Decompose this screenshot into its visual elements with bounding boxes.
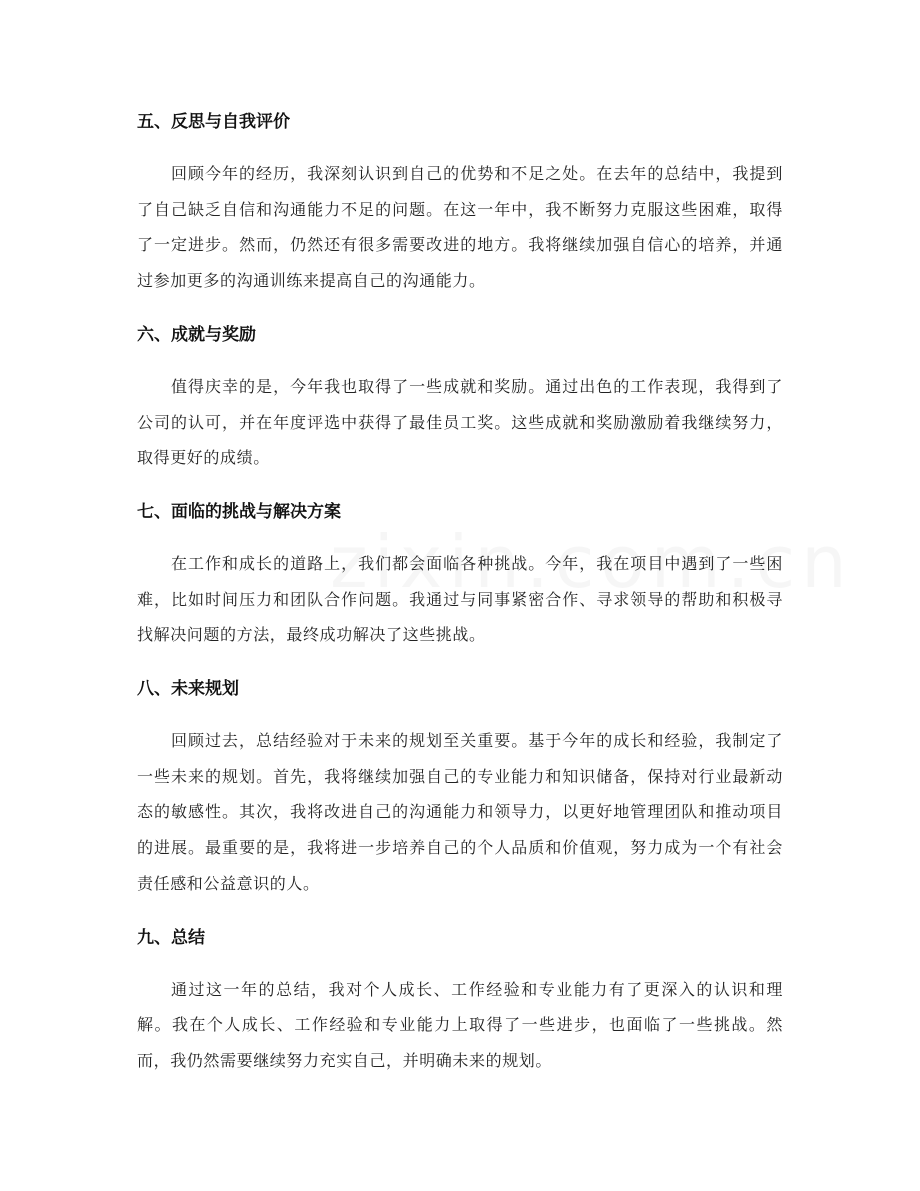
section-achievements: [137, 317, 783, 476]
section-paragraph: 回顾过去，总结经验对于未来的规划至关重要。基于今年的成长和经验，我制定了一些未来的规划。首先，我将继续加强自己的专业能力和知识储备，保持对行业最新动态的敏感性。其次，我将改进自己的沟通能力和领导力，以更好地管理团队和推动项目的进展。最重要的是，我将进一步培养自己的个人品质和价值观，努力成为一个有社会责任感和公益意识的人。: [137, 731, 783, 893]
section-heading: 八、未来规划: [137, 679, 239, 700]
section-paragraph: 在工作和成长的道路上，我们都会面临各种挑战。今年，我在项目中遇到了一些困难，比如时间压力和团队合作问题。我通过与同事紧密合作、寻求领导的帮助和积极寻找解决问题的方法，最终成功解决了这些挑战。: [137, 553, 783, 645]
section-paragraph: 通过这一年的总结，我对个人成长、工作经验和专业能力有了更深入的认识和理解。我在个人成长、工作经验和专业能力上取得了一些进步，也面临了一些挑战。然而，我仍然需要继续努力充实自己，并明确未来的规划。: [137, 979, 783, 1070]
section-challenges: [137, 494, 783, 653]
section-reflection: [137, 104, 783, 299]
section-heading: 五、反思与自我评价: [137, 112, 290, 132]
section-paragraph: 值得庆幸的是，今年我也取得了一些成就和奖励。通过出色的工作表现，我得到了公司的认可，并在年度评选中获得了最佳员工奖。这些成就和奖励激励着我继续努力，取得更好的成绩。: [137, 376, 783, 468]
section-heading: 九、总结: [137, 927, 205, 948]
document-body: [137, 104, 783, 1097]
section-summary: [137, 920, 783, 1079]
section-heading: 七、面临的挑战与解决方案: [137, 501, 341, 522]
section-future-plans: [137, 671, 783, 902]
section-paragraph: 回顾今年的经历，我深刻认识到自己的优势和不足之处。在去年的总结中，我提到了自己缺乏自信和沟通能力不足的问题。在这一年中，我不断努力克服这些困难，取得了一定进步。然而，仍然还有很多需要改进的地方。我将继续加强自信心的培养，并通过参加更多的沟通训练来提高自己的沟通能力。: [137, 164, 783, 291]
section-heading: 六、成就与奖励: [137, 324, 256, 345]
